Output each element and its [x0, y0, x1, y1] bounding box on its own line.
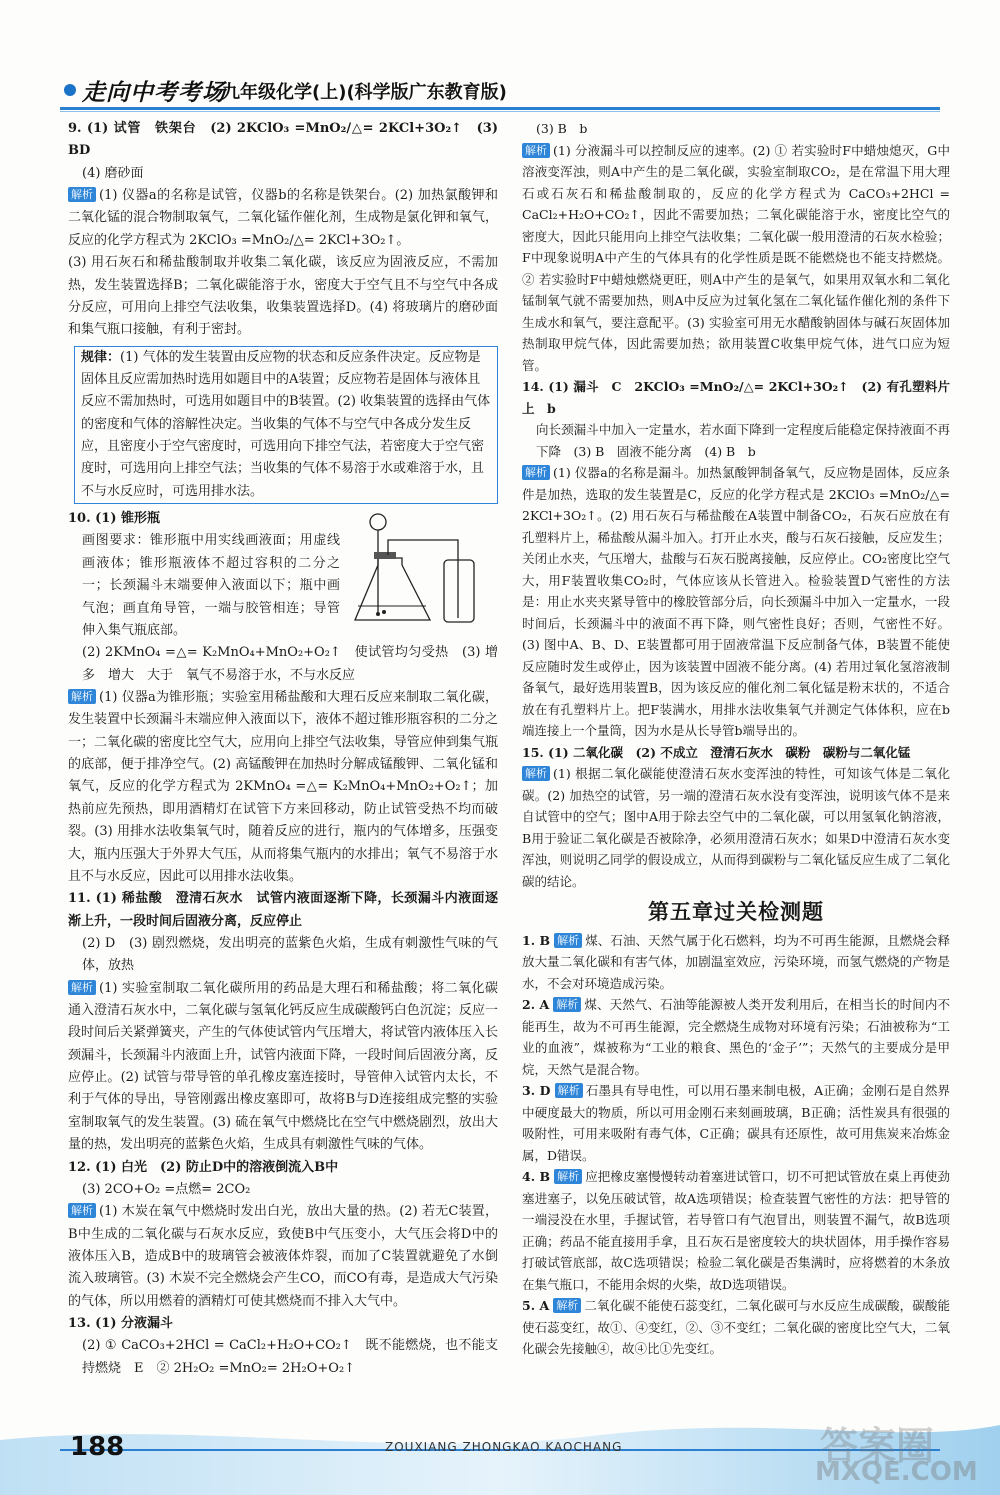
question-number: 3. D — [522, 1083, 551, 1098]
analysis-text: (1) 仪器a为锥形瓶；实验室用稀盐酸和大理石反应来制取二氧化碳，发生装置中长颈漏斗末端应伸入液面以下，液体不超过锥形瓶容积的二分之一；二氧化碳的密度比空气大，应用向上排空气法收集，导管应伸到集气瓶的底部，便于排净空气。(2) 高锰酸钾在加热时分解成锰酸钾、二氧化锰和氧气，反应的化学方程式为 2KMnO₄ =△= K₂MnO₄+MnO₂+O₂↑；加热前应先预热，即用酒精灯在试管下方来回移动，防止试管受热不均而破裂。(3) 用排水法收集氧气时，随着反应的进行，瓶内的气体增多，压强变大，瓶内压强大于外界大气压，从而将集气瓶内的水排出；氧气不易溶于水且不与水反应，因此可以用排水法收集。 — [68, 689, 498, 884]
answer-paragraph — [522, 1080, 950, 1166]
answer-paragraph — [68, 1201, 498, 1313]
header-dot-icon — [64, 84, 76, 96]
answer-paragraph — [68, 687, 498, 888]
analysis-text: (1) 仪器a的名称是试管，仪器b的名称是铁架台。(2) 加热氯酸钾和二氧化锰的混合物制取氧气，二氧化锰作催化剂，生成物是氯化钾和氧气，反应的化学方程式为 2KClO₃ =MnO₂/△= 2KCl+3O₂↑。 — [68, 188, 498, 248]
answer-text: (3) 用石灰石和稀盐酸制取并收集二氧化碳，该反应为固液反应，不需加热，发生装置选择B；二氧化碳能溶于水，密度大于空气且不与空气中各成分反应，可用向上排空气法收集，收集装置选择D。(4) 将玻璃片的磨砂面和集气瓶口接触，有利于密封。 — [68, 255, 498, 338]
apparatus-diagram — [348, 510, 498, 630]
analysis-text: 煤、石油、天然气属于化石燃料，均为不可再生能源，且燃烧会释放大量二氧化碳和有害气体，加剧温室效应，污染环境，而氢气燃烧的产物是水，不会对环境造成污染。 — [522, 932, 950, 991]
analysis-text: 二氧化碳不能使石蕊变红，二氧化碳可与水反应生成碳酸，碳酸能使石蕊变红，故①、④变红，②、③不变红；二氧化碳的密度比空气大，二氧化碳会先接触④，故④比①先变红。 — [522, 1298, 950, 1356]
answer-paragraph — [68, 252, 498, 341]
answer-text: 12. (1) 白光 (2) 防止D中的溶液倒流入B中 — [68, 1159, 339, 1175]
book-subtitle: 九年级化学(上)(科学版广东教育版) — [222, 82, 507, 103]
right-column — [522, 118, 950, 1360]
watermark-logo: 答案圈 — [820, 1424, 935, 1468]
analysis-badge: 解析 — [68, 689, 96, 704]
analysis-text: 石墨具有导电性，可以用石墨来制电极，A正确；金刚石是自然界中硬度最大的物质，所以可用金刚石来刻画玻璃，B正确；活性炭具有很强的吸附性，可用来吸附有毒气体，C正确；碳具有还原性，故可用焦炭来冶炼金属，D错误。 — [522, 1083, 951, 1163]
analysis-text: (1) 木炭在氧气中燃烧时发出白光，放出大量的热。(2) 若无C装置，B中生成的二氧化碳与石灰水反应，致使B中气压变小，大气压会将D中的液体压入B，造成B中的玻璃管会被液体炸裂，而加了C装置就避免了水倒流入玻璃管。(3) 木炭不完全燃烧会产生CO，而CO有毒，是造成大气污染的气体，所以用燃着的酒精灯可使其燃烧而不排入大气中。 — [68, 1204, 498, 1309]
answer-text: 11. (1) 稀盐酸 澄清石灰水 试管内液面逐渐下降，长颈漏斗内液面逐渐上升，一段时间后固液分离，反应停止 — [68, 891, 498, 929]
header-rule — [60, 107, 940, 110]
answer-text: (2) 2KMnO₄ =△= K₂MnO₄+MnO₂+O₂↑ 使试管均匀受热 (3) 增多 增大 大于 氧气不易溶于水，不与水反应 — [82, 645, 498, 683]
answer-paragraph — [522, 763, 950, 892]
answer-text: 14. (1) 漏斗 C 2KClO₃ =MnO₂/△= 2KCl+3O₂↑ (2) 有孔塑料片上 b — [522, 379, 950, 416]
watermark-url: MXQE.COM — [815, 1457, 978, 1487]
page-number: 188 — [70, 1432, 125, 1462]
analysis-badge: 解析 — [554, 933, 582, 948]
answer-text: (3) B b — [536, 121, 588, 136]
answer-paragraph — [68, 888, 498, 933]
answer-paragraph — [522, 118, 950, 140]
answer-paragraph — [68, 163, 498, 185]
analysis-badge: 解析 — [522, 465, 550, 480]
analysis-badge: 解析 — [554, 1169, 582, 1184]
answer-text: (3) 2CO+O₂ =点燃= 2CO₂ — [82, 1181, 251, 1197]
answer-text: 画图要求：锥形瓶中用实线画液面；用虚线画液体；锥形瓶液体不超过容积的二分之一；长颈漏斗末端要伸入液面以下；瓶中画气泡；画直角导管，一端与胶管相连；导管伸入集气瓶底部。 — [82, 533, 340, 638]
page-header — [0, 0, 1000, 118]
answer-text: 13. (1) 分液漏斗 — [68, 1316, 174, 1332]
analysis-text: (1) 分液漏斗可以控制反应的速率。(2) ① 若实验时F中蜡烛熄灭，G中溶液变浑浊，则A中产生的是二氧化碳，实验室制取CO₂，是在常温下用大理石或石灰石和稀盐酸制取的，反应的化学方程式为 CaCO₃+2HCl = CaCl₂+H₂O+CO₂↑，因此不需要加热；二氧化碳能溶于水，密度比空气的密度大，因此只能用向上排空气法收集；二氧化碳一般用澄清的石灰水检验；F中现象说明A中产生的气体具有的化学性质是既不能燃烧也不能支持燃烧。② 若实验时F中蜡烛燃烧更旺，则A中产生的是氧气，如果用双氧水和二氧化锰制氧气就不需要加热，则A中反应为过氧化氢在二氧化锰作催化剂的条件下生成水和氧气，要注意配平。(3) 实验室可用无水醋酸钠固体与碱石灰固体加热制取甲烷气体，因此需要加热；欲用装置C收集甲烷气体，进气口应为短管。 — [522, 142, 950, 373]
answer-paragraph — [68, 1157, 498, 1179]
answer-paragraph — [68, 1313, 498, 1335]
question-number: 2. A — [522, 997, 550, 1012]
header-rule-thin — [60, 111, 940, 112]
answer-text: (2) ① CaCO₃+2HCl = CaCl₂+H₂O+CO₂↑ 既不能燃烧，也不能支持燃烧 E ② 2H₂O₂ =MnO₂= 2H₂O+O₂↑ — [82, 1338, 498, 1376]
analysis-badge: 解析 — [522, 766, 550, 781]
analysis-text: (1) 根据二氧化碳能使澄清石灰水变浑浊的特性，可知该气体是二氧化碳。(2) 加热空的试管，另一端的澄清石灰水没有变浑浊，说明该气体不是来自试管中的空气；图中A用于除去空气中的二氧化碳，可以用氢氧化钠溶液，B用于验证二氧化碳是否被除净，必须用澄清石灰水；如果D中澄清石灰水变浑浊，则说明乙同学的假设成立，从而得到碳粉与二氧化锰反应生成了二氧化碳的结论。 — [522, 766, 950, 889]
answer-text: (2) D (3) 剧烈燃烧，发出明亮的蓝紫色火焰，生成有刺激性气味的气体，放热 — [82, 935, 498, 974]
analysis-badge: 解析 — [553, 997, 581, 1012]
answer-paragraph — [68, 933, 498, 978]
analysis-text: 应把橡皮塞慢慢转动着塞进试管口，切不可把试管放在桌上再使劲塞进塞子，以免压破试管，故A选项错误；检查装置气密性的方法：把导管的一端浸没在水里，手握试管，若导管口有气泡冒出，则装置不漏气，故B选项正确；药品不能直接用手拿，且石灰石是密度较大的块状固体，用手操作容易打破试管底部，故C选项错误；检验二氧化碳是否集满时，应将燃着的木条放在集气瓶口，不能用余烬的火柴，故D选项错误。 — [522, 1169, 950, 1292]
rule-box — [74, 346, 498, 505]
analysis-badge: 解析 — [68, 1203, 96, 1218]
answer-text: 9. (1) 试管 铁架台 (2) 2KClO₃ =MnO₂/△= 2KCl+3O₂↑ (3) BD — [68, 121, 498, 159]
answer-text: 15. (1) 二氧化碳 (2) 不成立 澄清石灰水 碳粉 碳粉与二氧化锰 — [522, 744, 911, 760]
answer-paragraph — [522, 462, 950, 742]
answer-text: 向长颈漏斗中加入一定量水，若水面下降到一定程度后能稳定保持液面不再下降 (3) B 固液不能分离 (4) B b — [536, 422, 950, 459]
question-number: 4. B — [522, 1169, 551, 1184]
answer-paragraph — [522, 419, 950, 462]
left-column — [68, 118, 498, 1380]
answer-text: 10. (1) 锥形瓶 — [68, 511, 161, 527]
answer-paragraph — [522, 376, 950, 419]
rule-label: 规律： — [81, 349, 121, 365]
answer-paragraph — [522, 930, 950, 995]
answer-paragraph — [68, 118, 498, 163]
footer-running-text: ZOUXIANG ZHONGKAO KAOCHANG — [385, 1440, 623, 1454]
analysis-badge: 解析 — [522, 143, 550, 158]
rule-text: (1) 气体的发生装置由反应物的状态和反应条件决定。反应物是固体且反应需加热时选用如题目中的A装置；反应物若是固体与液体且反应不需加热时，可选用如题目中的B装置。(2) 收集装置的选择由气体的密度和气体的溶解性决定。当收集的气体不与空气中各成分发生反应，且密度小于空气密度时，可选用向下排空气法，若密度大于空气密度时，可选用向上排空气法；当收集的气体不易溶于水或难溶于水，且不与水反应时，可选用排水法。 — [81, 349, 491, 499]
answer-paragraph — [68, 1179, 498, 1201]
answer-paragraph — [522, 742, 950, 764]
analysis-badge: 解析 — [553, 1298, 581, 1313]
answer-paragraph — [68, 642, 498, 687]
answer-text: (4) 磨砂面 — [82, 165, 144, 181]
section-title: 第五章过关检测题 — [648, 900, 824, 924]
answer-paragraph — [68, 185, 498, 252]
analysis-badge: 解析 — [555, 1083, 583, 1098]
book-title: 走向中考考场 — [82, 80, 226, 106]
analysis-text: (1) 实验室制取二氧化碳所用的药品是大理石和稀盐酸；将二氧化碳通入澄清石灰水中，二氧化碳与氢氧化钙反应生成碳酸钙白色沉淀；反应一段时间后关紧弹簧夹，产生的气体使试管内气压增大，将试管内液体压入长颈漏斗，长颈漏斗内液面上升，试管内液面下降，一段时间后固液分离，反应停止。(2) 试管与带导管的单孔橡皮塞连接时，导管伸入试管内太长，不利于气体的导出，导管刚露出橡皮塞即可，故将B与D连接组成完整的实验室制取氧气的发生装置。(3) 硫在氧气中燃烧比在空气中燃烧剧烈，放出大量的热，发出明亮的蓝紫色火焰，生成具有刺激性气味的气体。 — [68, 980, 498, 1153]
question-number: 5. A — [522, 1298, 550, 1313]
answer-paragraph — [68, 508, 498, 530]
analysis-badge: 解析 — [68, 187, 96, 202]
answer-paragraph — [68, 978, 498, 1157]
analysis-text: 煤、天然气、石油等能源被人类开发利用后，在相当长的时间内不能再生，故为不可再生能源，完全燃烧生成物对环境有污染；石油被称为“工业的血液”，煤被称为“工业的粮食、黑色的‘金子’”；天然气的主要成分是甲烷，天然气是混合物。 — [522, 997, 950, 1077]
analysis-badge: 解析 — [68, 980, 96, 995]
answer-paragraph — [522, 140, 950, 377]
answer-paragraph — [522, 1295, 950, 1360]
answer-paragraph — [522, 994, 950, 1080]
question-number: 1. B — [522, 932, 551, 948]
answer-paragraph — [522, 1166, 950, 1295]
analysis-text: (1) 仪器a的名称是漏斗。加热氯酸钾制备氧气，反应物是固体，反应条件是加热，选取的发生装置是C，反应的化学方程式是 2KClO₃ =MnO₂/△= 2KCl+3O₂↑。(2) 用石灰石与稀盐酸在A装置中制备CO₂，石灰石应放在有孔塑料片上，稀盐酸从漏斗加入。打开止水夹，酸与石灰石接触，反应发生；关闭止水夹，气压增大，盐酸与石灰石脱离接触，反应停止。CO₂密度比空气大，用F装置收集CO₂时，气体应该从长管进入。检验装置D气密性的方法是：用止水夹夹紧导管中的橡胶管部分后，向长颈漏斗中加入一定量水，一段时间后，长颈漏斗中的液面不再下降，则气密性良好；否则，气密性不好。(3) 图中A、B、D、E装置都可用于固液常温下反应制备气体，B装置不能使反应随时发生或停止，因为该装置中固液不能分离。(4) 若用过氧化氢溶液制备氧气，最好选用装置B，因为该反应的催化剂二氧化锰是粉末状的，不适合放在有孔塑料片上。把F装满水，用排水法收集氧气并测定气体体积，应在b端连接上一个量筒，因为水是从长导管b端导出的。 — [522, 465, 950, 738]
answer-paragraph — [68, 1335, 498, 1380]
